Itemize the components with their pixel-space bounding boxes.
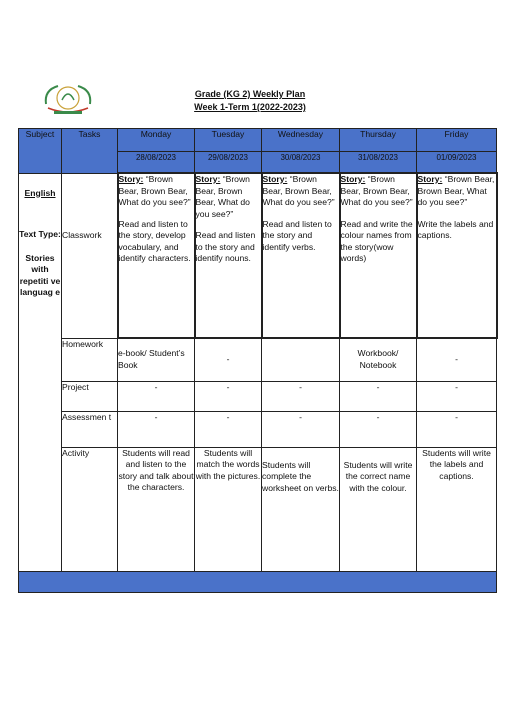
- activity-thursday: Students will write the correct name with the colour.: [340, 447, 417, 571]
- assessment-wednesday: -: [262, 411, 340, 447]
- day-header-tuesday: Tuesday: [195, 129, 262, 152]
- project-friday: -: [417, 381, 497, 411]
- weekly-plan-table: [18, 128, 498, 593]
- day-header-thursday: Thursday: [340, 129, 417, 152]
- date-thursday: 31/08/2023: [340, 152, 417, 174]
- subject-header: Subject: [19, 129, 62, 174]
- tasks-header: Tasks: [62, 129, 118, 174]
- assessment-friday: -: [417, 411, 497, 447]
- activity-row: [19, 447, 497, 571]
- text-type-label: Text Type:: [19, 229, 61, 239]
- footer-row: [19, 571, 497, 592]
- story-text: “Brown Bear, Brown Bear, What do you see?”: [118, 174, 191, 207]
- classwork-wednesday: [262, 173, 340, 338]
- story-label: Story:: [118, 174, 144, 184]
- day-header-friday: Friday: [417, 129, 497, 152]
- page-title: [160, 88, 340, 114]
- project-monday: -: [118, 381, 195, 411]
- classwork-friday: [417, 173, 497, 338]
- date-tuesday: 29/08/2023: [195, 152, 262, 174]
- homework-label: Homework: [62, 338, 118, 381]
- story-text: “Brown Bear, Brown Bear, What do you see?”: [262, 174, 335, 207]
- activity-friday: Students will write the labels and captions.: [417, 447, 497, 571]
- classwork-label: Classwork: [62, 173, 118, 338]
- story-text: “Brown Bear, Brown Bear, What do you see?”: [195, 174, 250, 219]
- classwork-text: Read and write the colour names from the story(wow words): [340, 218, 413, 263]
- subject-cell: [19, 173, 62, 571]
- story-label: Story:: [340, 174, 366, 184]
- header-row: [19, 129, 497, 152]
- homework-thursday: Workbook/ Notebook: [340, 338, 417, 381]
- activity-tuesday: Students will match the words with the pictures.: [195, 447, 262, 571]
- classwork-text: Write the labels and captions.: [417, 218, 494, 240]
- date-monday: 28/08/2023: [118, 152, 195, 174]
- activity-monday: Students will read and listen to the story and talk about the characters.: [118, 447, 195, 571]
- date-friday: 01/09/2023: [417, 152, 497, 174]
- day-header-monday: Monday: [118, 129, 195, 152]
- project-thursday: -: [340, 381, 417, 411]
- story-text: “Brown Bear, Brown Bear, What do you see?”: [417, 174, 495, 207]
- classwork-row: [19, 173, 497, 338]
- classwork-text: Read and listen to the story and identify verbs.: [262, 218, 332, 252]
- subject-name: English: [24, 187, 56, 198]
- story-label: Story:: [417, 174, 443, 184]
- assessment-label: Assessmen t: [62, 411, 118, 447]
- project-wednesday: -: [262, 381, 340, 411]
- activity-label: Activity: [62, 447, 118, 571]
- homework-friday: -: [417, 338, 497, 381]
- day-header-wednesday: Wednesday: [262, 129, 340, 152]
- project-tuesday: -: [195, 381, 262, 411]
- date-wednesday: 30/08/2023: [262, 152, 340, 174]
- assessment-thursday: -: [340, 411, 417, 447]
- activity-wednesday: Students will complete the worksheet on verbs.: [262, 447, 340, 571]
- classwork-monday: [118, 173, 195, 338]
- assessment-tuesday: -: [195, 411, 262, 447]
- title-line-2: Week 1-Term 1(2022-2023): [194, 102, 306, 112]
- classwork-text: Read and listen to the story and identify nouns.: [195, 230, 256, 263]
- classwork-tuesday: [195, 173, 262, 338]
- school-logo: [40, 78, 96, 118]
- homework-monday: e-book/ Student’s Book: [118, 338, 195, 381]
- homework-wednesday: [262, 338, 340, 381]
- assessment-row: [19, 411, 497, 447]
- homework-row: [19, 338, 497, 381]
- project-label: Project: [62, 381, 118, 411]
- homework-tuesday: -: [195, 338, 262, 381]
- assessment-monday: -: [118, 411, 195, 447]
- project-row: [19, 381, 497, 411]
- title-line-1: Grade (KG 2) Weekly Plan: [194, 89, 306, 99]
- footer-bar: [19, 571, 497, 592]
- story-label: Story:: [262, 174, 288, 184]
- story-text: “Brown Bear, Brown Bear, What do you see?”: [340, 174, 413, 207]
- classwork-text: Read and listen to the story, develop vocabulary, and identify characters.: [118, 218, 191, 263]
- story-label: Story:: [195, 174, 221, 184]
- text-type-value: Stories with repetiti ve languag e: [19, 252, 61, 297]
- classwork-thursday: [340, 173, 417, 338]
